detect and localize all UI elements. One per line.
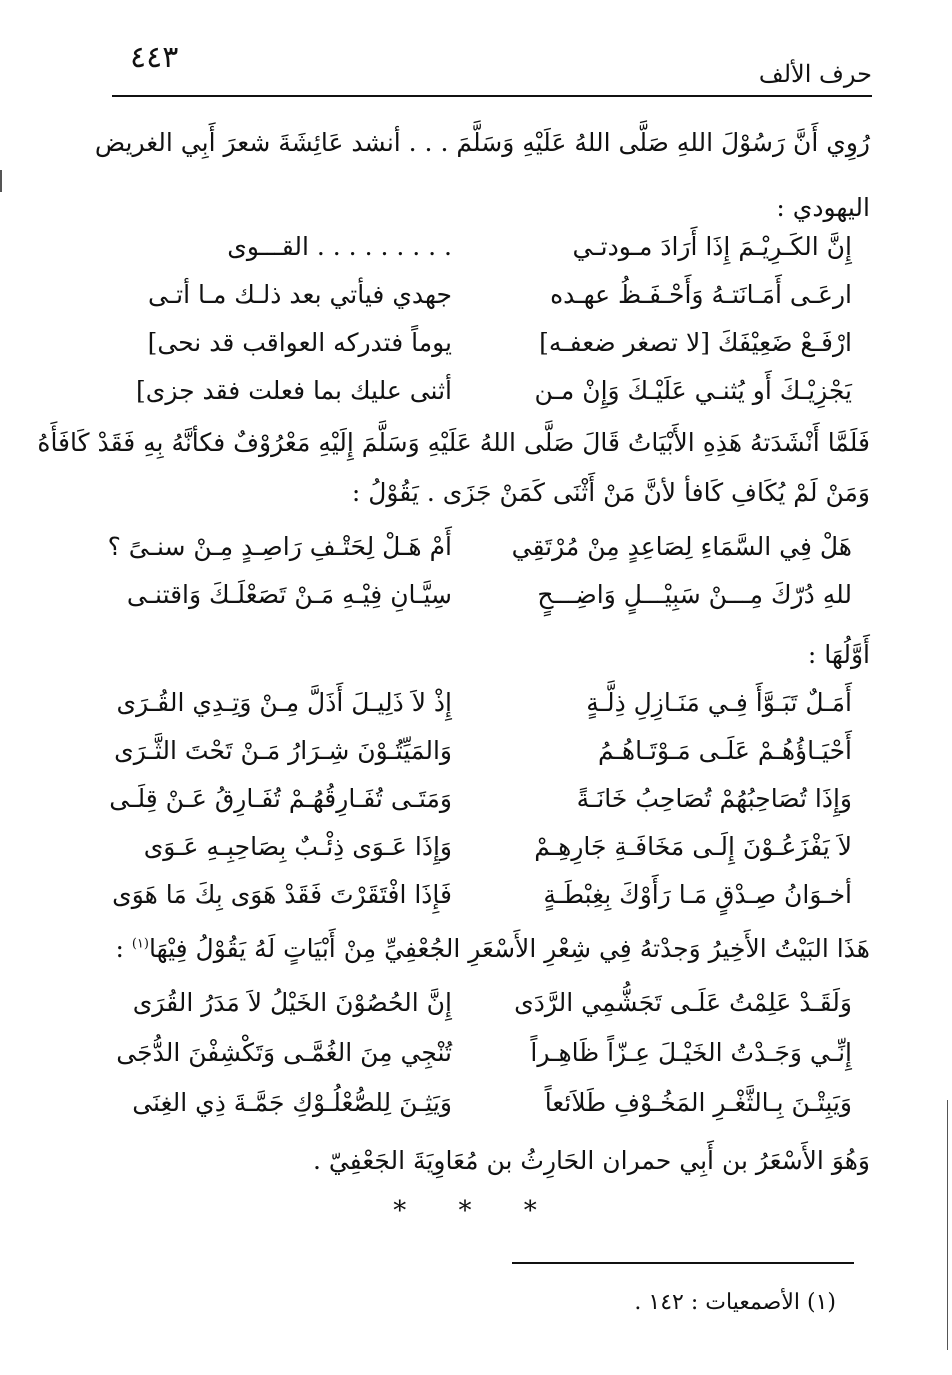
footnote: (١) الأصمعيات : ١٤٢ . xyxy=(634,1290,836,1315)
footnote-marker: (١) xyxy=(131,936,149,952)
hemistich-second: إِنَّ الحُصُوْنَ الخَيْلُ لاَ مَدَرُ القُرَى xyxy=(132,988,452,1017)
section-divider-stars: * * * xyxy=(393,1196,559,1226)
poem1-verse xyxy=(100,280,870,324)
footnote-rule xyxy=(512,1262,854,1264)
header-rule xyxy=(112,95,872,97)
hemistich-first: ارْفَـعْ ضَعِيْفَكَ [لا تصغر ضعفـه] xyxy=(539,328,852,357)
hemistich-second: سِيَّـانِ فِيْـهِ مَـنْ تَصَعْلَـكَ وَاقتنـى xyxy=(126,580,452,609)
middle-line-1: فَلَمَّا أَنْشَدَتهُ هَذِهِ الأَبْيَاتُ قَالَ صَلَّى اللهُ عَلَيْهِ وَسَلَّمَ إِلَيْهِ مَعْرُوْفٌ فكأنَّهُ بِهِ فَقَدْ كَافَأَهُ xyxy=(37,428,870,457)
hemistich-second: يوماً فتدركه العواقب قد نحى] xyxy=(147,328,452,357)
hemistich-second: وَالمَيِّتُـوْنَ شِـرَارُ مَـنْ تَحْتَ الثَّـرَى xyxy=(114,736,452,765)
closing-line: وَهُوَ الأَسْعَرُ بن أَبِي حمران الحَارِثُ بن مُعَاوِيَةَ الجَعْفِيّ . xyxy=(312,1146,870,1175)
hemistich-first: إِنَّ الكَـرِيْـمَ إِذَا أَرَادَ مـودتـي xyxy=(572,232,852,261)
hemistich-first: وَإِذَا تُصَاحِبُهُمْ تُصَاحِبُ خَانَـةً xyxy=(576,784,852,813)
hemistich-first: لاَ يَفْزَعُـوْنَ إِلَـى مَخَافَـةِ جَارِهِـمْ xyxy=(534,832,852,861)
hemistich-first: وَيَبِتْـنَ بِـالثَّغْـرِ المَخُـوْفِ طَلاَئعاً xyxy=(544,1088,852,1117)
poem3-verse xyxy=(100,880,870,924)
page-number: ٤٤٣ xyxy=(130,40,179,75)
hemistich-second: تُنْجِي مِنَ الغُمَّـى وَتَكْشِفْنَ الدُّجَى xyxy=(116,1038,452,1067)
middle-line-2: وَمَنْ لَمْ يُكَافِ كَافأ لأنَّ مَنْ أَثْنَى كَمَنْ جَزَى . يَقُوْلُ : xyxy=(351,478,870,507)
poem4-verse xyxy=(100,988,870,1032)
poem4-verse xyxy=(100,1088,870,1132)
hemistich-second: فَإِذَا افْتَقَرْتَ فَقَدْ هَوَى بِكَ مَا هَوَى xyxy=(112,880,452,909)
hemistich-second: أثنى عليك بما فعلت فقد جزى] xyxy=(136,376,452,405)
poem1-verse xyxy=(100,328,870,372)
hemistich-second: وَيَثِـنَ لِلصُّعْلُـوْكِ جَمَّـةَ ذِي الغِنَى xyxy=(132,1088,452,1117)
hemistich-first: للهِ دُرّكَ مِـــنْ سَبِيْـــلٍ وَاضِـــحٍ xyxy=(537,580,852,609)
hemistich-second: جهدي فيأتي بعد ذلـك مـا أتـى xyxy=(148,280,452,309)
awwaluha-label: أَوَّلُهَا : xyxy=(807,640,870,669)
hemistich-first: هَلْ فِي السَّمَاءِ لِصَاعِدٍ مِنْ مُرْتَقِي xyxy=(511,532,852,561)
hemistich-second: أَمْ هَـلْ لِحَتْـفِ رَاصِـدٍ مِـنْ سنـىً ؟ xyxy=(107,532,452,561)
page-header xyxy=(112,38,872,88)
hemistich-second: وَمَتَـى تُفَـارِقُهُـمْ تُفَـارِقُ عَـنْ قِلَـى xyxy=(109,784,452,813)
poem1-verse xyxy=(100,232,870,276)
note-text: هَذَا البَيْتُ الأَخِيرُ وَجدْتهُ فِي شِعْرِ الأَسْعَرِ الجُعْفِيِّ مِنْ أَبْيَاتٍ لَهُ يَقُوْلُ فِيْهَا xyxy=(148,934,870,963)
note-tail: : xyxy=(115,934,132,963)
hemistich-second: إِذْ لاَ ذَلِيـلَ أَذَلَّ مِـنْ وَتِـدِي القُـرَى xyxy=(116,688,452,717)
hemistich-second: وَإِذَا عَـوَى ذِئْـبٌ بِصَاحِبِـهِ عَـوَى xyxy=(143,832,452,861)
running-title: حرف الألف xyxy=(758,60,872,88)
hemistich-first: أَحْيَـاؤُهُـمْ عَلَـى مَـوْتَـاهُـمُ xyxy=(597,736,852,765)
note-line xyxy=(100,934,870,963)
poem3-verse xyxy=(100,736,870,780)
poem1-verse xyxy=(100,376,870,420)
hemistich-first: إِنِّـي وَجَـدْتُ الخَيْـلَ عِـزّاً ظَاهِـراً xyxy=(530,1038,852,1067)
hemistich-first: أخـوَانُ صِـدْقٍ مَـا رَأَوْكَ بِغِبْطَـةٍ xyxy=(543,880,852,909)
hemistich-first: وَلَقَـدْ عَلِمْتُ عَلَـى تَجَشُّمِي الرَّدَى xyxy=(514,988,852,1017)
poem2-verse xyxy=(100,532,870,576)
hemistich-second: . . . . . . . . . القـــوى xyxy=(227,232,452,261)
poem4-verse xyxy=(100,1038,870,1082)
poem3-verse xyxy=(100,832,870,876)
poem3-verse xyxy=(100,688,870,732)
intro-line-1: رُوِي أَنَّ رَسُوْلَ اللهِ صَلَّى اللهُ عَلَيْهِ وَسَلَّمَ . . . أنشد عَائِشَةَ شعرَ أَبِي الغريض xyxy=(94,128,870,157)
poem2-verse xyxy=(100,580,870,624)
scan-edge-mark xyxy=(947,1100,948,1350)
scan-edge-mark xyxy=(0,170,2,192)
intro-line-2: اليهودي : xyxy=(776,193,870,222)
poem3-verse xyxy=(100,784,870,828)
hemistich-first: يَجْزِيْـكَ أَو يُثنـي عَلَيْـكَ وَإِنْ مـن xyxy=(534,376,852,405)
hemistich-first: ارعَـى أَمَـانَتـهُ وَأَحْـفَـظُ عهـده xyxy=(550,280,852,309)
hemistich-first: أَمَـلٌ تَبَـوَّأَ فِـي مَنَـازِلِ ذِلَّـةٍ xyxy=(586,688,852,717)
